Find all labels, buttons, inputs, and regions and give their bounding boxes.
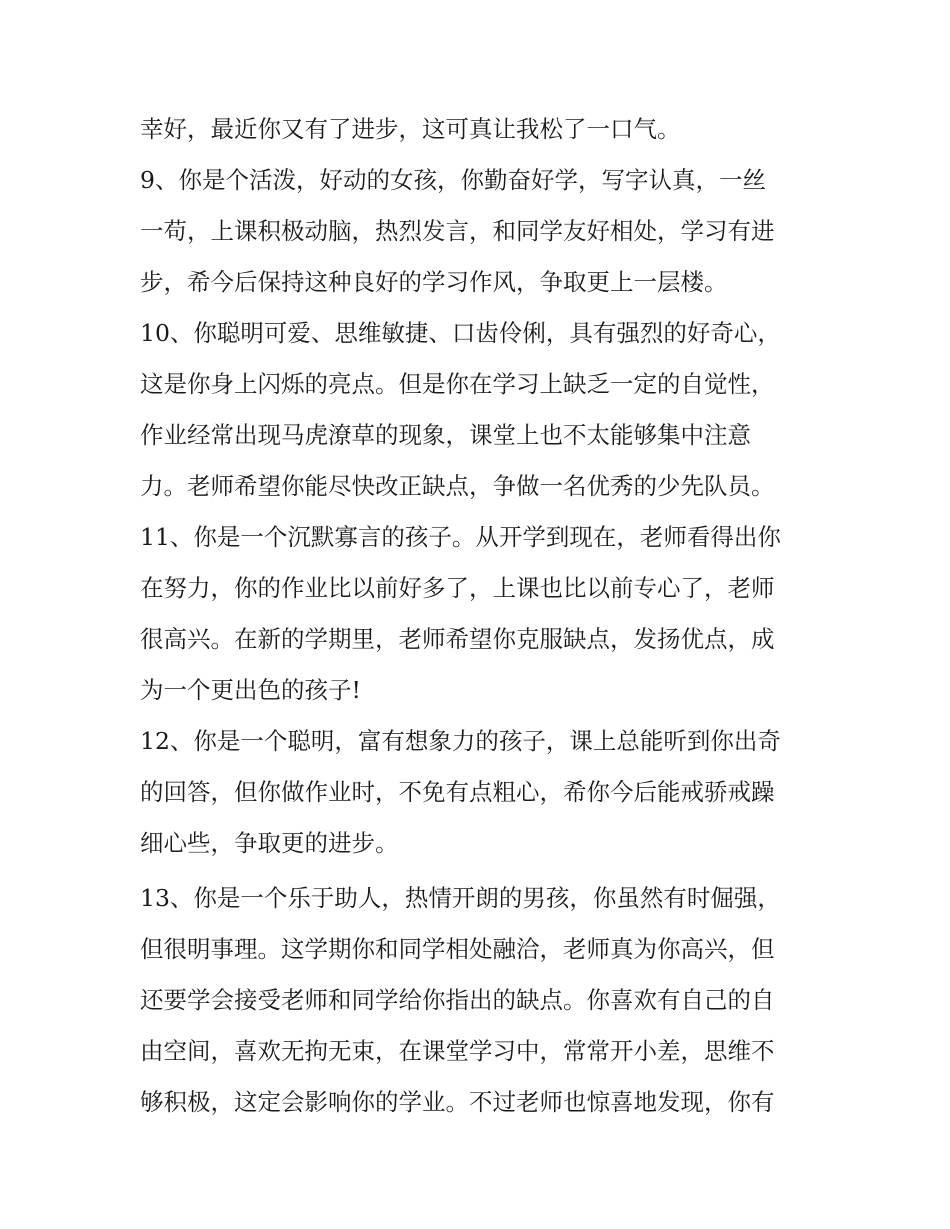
text-line: 够积极，这定会影响你的学业。不过老师也惊喜地发现，你有	[140, 1088, 775, 1116]
text-line: 9、你是个活泼，好动的女孩，你勤奋好学，写字认真，一丝	[140, 166, 766, 194]
text-line: 很高兴。在新的学期里，老师希望你克服缺点，发扬优点，成	[140, 625, 775, 653]
document-body	[140, 104, 820, 1128]
text-line: 的回答，但你做作业时，不免有点粗心，希你今后能戒骄戒躁	[140, 778, 775, 806]
text-line: 为一个更出色的孩子!	[140, 676, 361, 704]
text-line: 由空间，喜欢无拘无束，在课堂学习中，常常开小差，思维不	[140, 1037, 775, 1065]
text-line: 10、你聪明可爱、思维敏捷、口齿伶俐，具有强烈的好奇心，	[140, 319, 781, 347]
text-line: 作业经常出现马虎潦草的现象，课堂上也不太能够集中注意	[140, 421, 751, 449]
text-line: 细心些，争取更的进步。	[140, 829, 399, 857]
text-line: 幸好，最近你又有了进步，这可真让我松了一口气。	[140, 115, 681, 143]
text-line: 这是你身上闪烁的亮点。但是你在学习上缺乏一定的自觉性，	[140, 370, 775, 398]
text-line: 步，希今后保持这种良好的学习作风，争取更上一层楼。	[140, 268, 728, 296]
text-line: 在努力，你的作业比以前好多了，上课也比以前专心了，老师	[140, 574, 775, 602]
text-line: 12、你是一个聪明，富有想象力的孩子，课上总能听到你出奇	[140, 727, 781, 755]
text-line: 13、你是一个乐于助人，热情开朗的男孩，你虽然有时倔强，	[140, 884, 781, 912]
text-line: 但很明事理。这学期你和同学相处融洽，老师真为你高兴，但	[140, 935, 775, 963]
text-line: 力。老师希望你能尽快改正缺点，争做一名优秀的少先队员。	[140, 472, 775, 500]
text-line: 一苟，上课积极动脑，热烈发言，和同学友好相处，学习有进	[140, 217, 775, 245]
text-line: 11、你是一个沉默寡言的孩子。从开学到现在，老师看得出你	[140, 523, 781, 551]
text-line: 还要学会接受老师和同学给你指出的缺点。你喜欢有自己的自	[140, 986, 775, 1014]
